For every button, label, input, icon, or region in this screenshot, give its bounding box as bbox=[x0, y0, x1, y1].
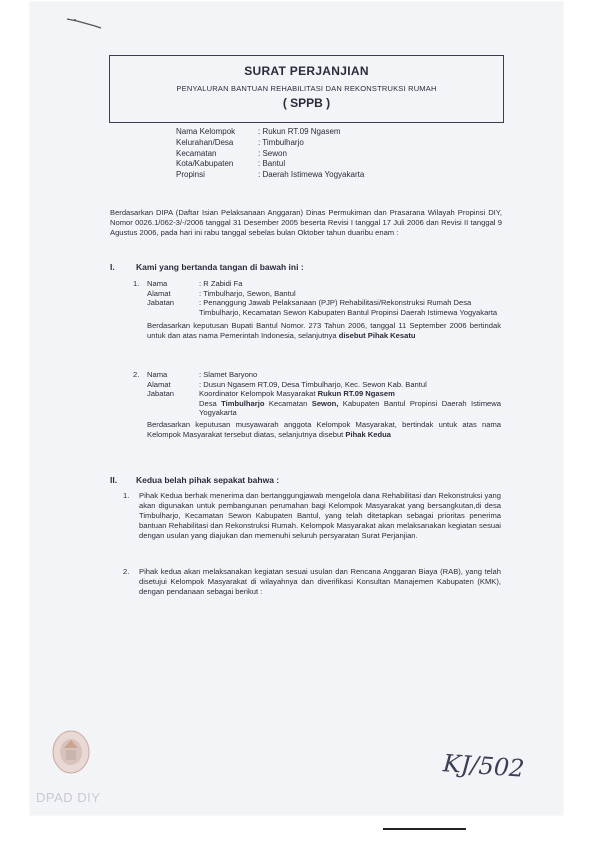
section-1-heading: I. Kami yang bertanda tangan di bawah ini : bbox=[110, 262, 304, 272]
identity-row: Kota/Kabupaten : Bantul bbox=[176, 159, 286, 169]
party-2: 2. Nama : Slamet Baryono Alamat : Dusun Ngasem RT.09, Desa Timbulharjo, Kec. Sewon Kab. Bantul Jabatan Koordinator Kelompok Masyarakat Rukun RT.09 Ngasem Desa Timbulharjo Kecamatan Sewon, Kabupaten Bantul Propinsi Daerah Istimewa Yogyakarta Berdasarkan keputusan musyawarah anggota Kelompok Masyarakat, bertindak untuk atas nama Kelompok Masyarakat tersebut diatas, selanjutnya disebut Pihak Kedua bbox=[133, 370, 501, 439]
identity-row: Propinsi : Daerah Istimewa Yogyakarta bbox=[176, 170, 365, 180]
section-2-heading: II. Kedua belah pihak sepakat bahwa : bbox=[110, 475, 280, 485]
archive-seal-icon bbox=[50, 728, 92, 776]
intro-paragraph: Berdasarkan DIPA (Daftar Isian Pelaksanaan Anggaran) Dinas Permukiman dan Prasarana Wilayah Propinsi DIY, Nomor 0026.1/062-3/-/2006 tanggal 31 Desember 2005 beserta Revisi I tanggal 17 Juli 2006 dan Revisi II tanggal 9 Agustus 2006, pada hari ini rabu tanggal sebelas bulan Oktober tahun duaribu enam : bbox=[110, 208, 502, 237]
scan-mark bbox=[65, 16, 103, 30]
party-2-job: Koordinator Kelompok Masyarakat Rukun RT.09 Ngasem Desa Timbulharjo Kecamatan Sewon, Kabupaten Bantul Propinsi Daerah Istimewa Yogyakarta bbox=[199, 389, 501, 418]
party-2-basis: Berdasarkan keputusan musyawarah anggota Kelompok Masyarakat, bertindak untuk atas nama Kelompok Masyarakat tersebut diatas, selanjutnya disebut Pihak Kedua bbox=[147, 419, 501, 439]
party-1: 1. Nama : R Zabidi Fa Alamat : Timbulharjo, Sewon, Bantul Jabatan : Penanggung Jawab Pelaksanaan (PJP) Rehabilitasi/Rekonstruksi Rumah Desa Timbulharjo, Kecamatan Sewon Kabupaten Bantul Propinsi Daerah Istimewa Yogyakarta Berdasarkan keputusan Bupati Bantul Nomor. 273 Tahun 2006, tanggal 11 September 2006 bertindak untuk dan atas nama Pemerintah Indonesia, selanjutnya disebut Pihak Kesatu bbox=[133, 279, 501, 340]
title-box bbox=[109, 55, 504, 123]
party-1-basis: Berdasarkan keputusan Bupati Bantul Nomor. 273 Tahun 2006, tanggal 11 September 2006 bertindak untuk dan atas nama Pemerintah Indonesia, selanjutnya disebut Pihak Kesatu bbox=[147, 321, 501, 340]
archive-watermark: DPAD DIY bbox=[36, 790, 101, 805]
footer-line bbox=[383, 828, 466, 830]
identity-block bbox=[176, 127, 364, 181]
identity-row: Kecamatan : Sewon bbox=[176, 148, 287, 158]
document-title: SURAT PERJANJIAN bbox=[244, 64, 369, 78]
agreement-item: 1. Pihak Kedua berhak menerima dan bertanggungjawab mengelola dana Rehabilitasi dan Rekonstruksi yang akan digunakan untuk pembangunan perumahan bagi Kelompok Masyarakat yang bersangkutan,di desa Timbulharjo, Kecamatan Sewon Kabupaten Bantul, yang telah ditetapkan sebagai prioritas penerima bantuan Rehabilitasi dan Rekonstruksi Rumah. Kelompok Masyarakat akan melaksanakan kegiatan sesuai dengan usulan yang diajukan dan memenuhi seluruh persyaratan Surat Perjanjian. bbox=[123, 491, 501, 540]
document-subtitle: PENYALURAN BANTUAN REHABILITASI DAN REKONSTRUKSI RUMAH bbox=[176, 84, 437, 93]
identity-row: Kelurahan/Desa : Timbulharjo bbox=[176, 137, 304, 147]
handwritten-code: KJ/502 bbox=[442, 749, 526, 783]
agreement-item: 2. Pihak kedua akan melaksanakan kegiatan sesuai usulan dan Rencana Anggaran Biaya (RAB), yang telah disetujui Kelompok Masyarakat di wilayahnya dan diverifikasi Konsultan Manajemen Kabupaten (KMK), dengan pendanaan sebagai berikut : bbox=[123, 567, 501, 596]
identity-row: Nama Kelompok : Rukun RT.09 Ngasem bbox=[176, 127, 341, 136]
document-code: ( SPPB ) bbox=[282, 96, 331, 110]
